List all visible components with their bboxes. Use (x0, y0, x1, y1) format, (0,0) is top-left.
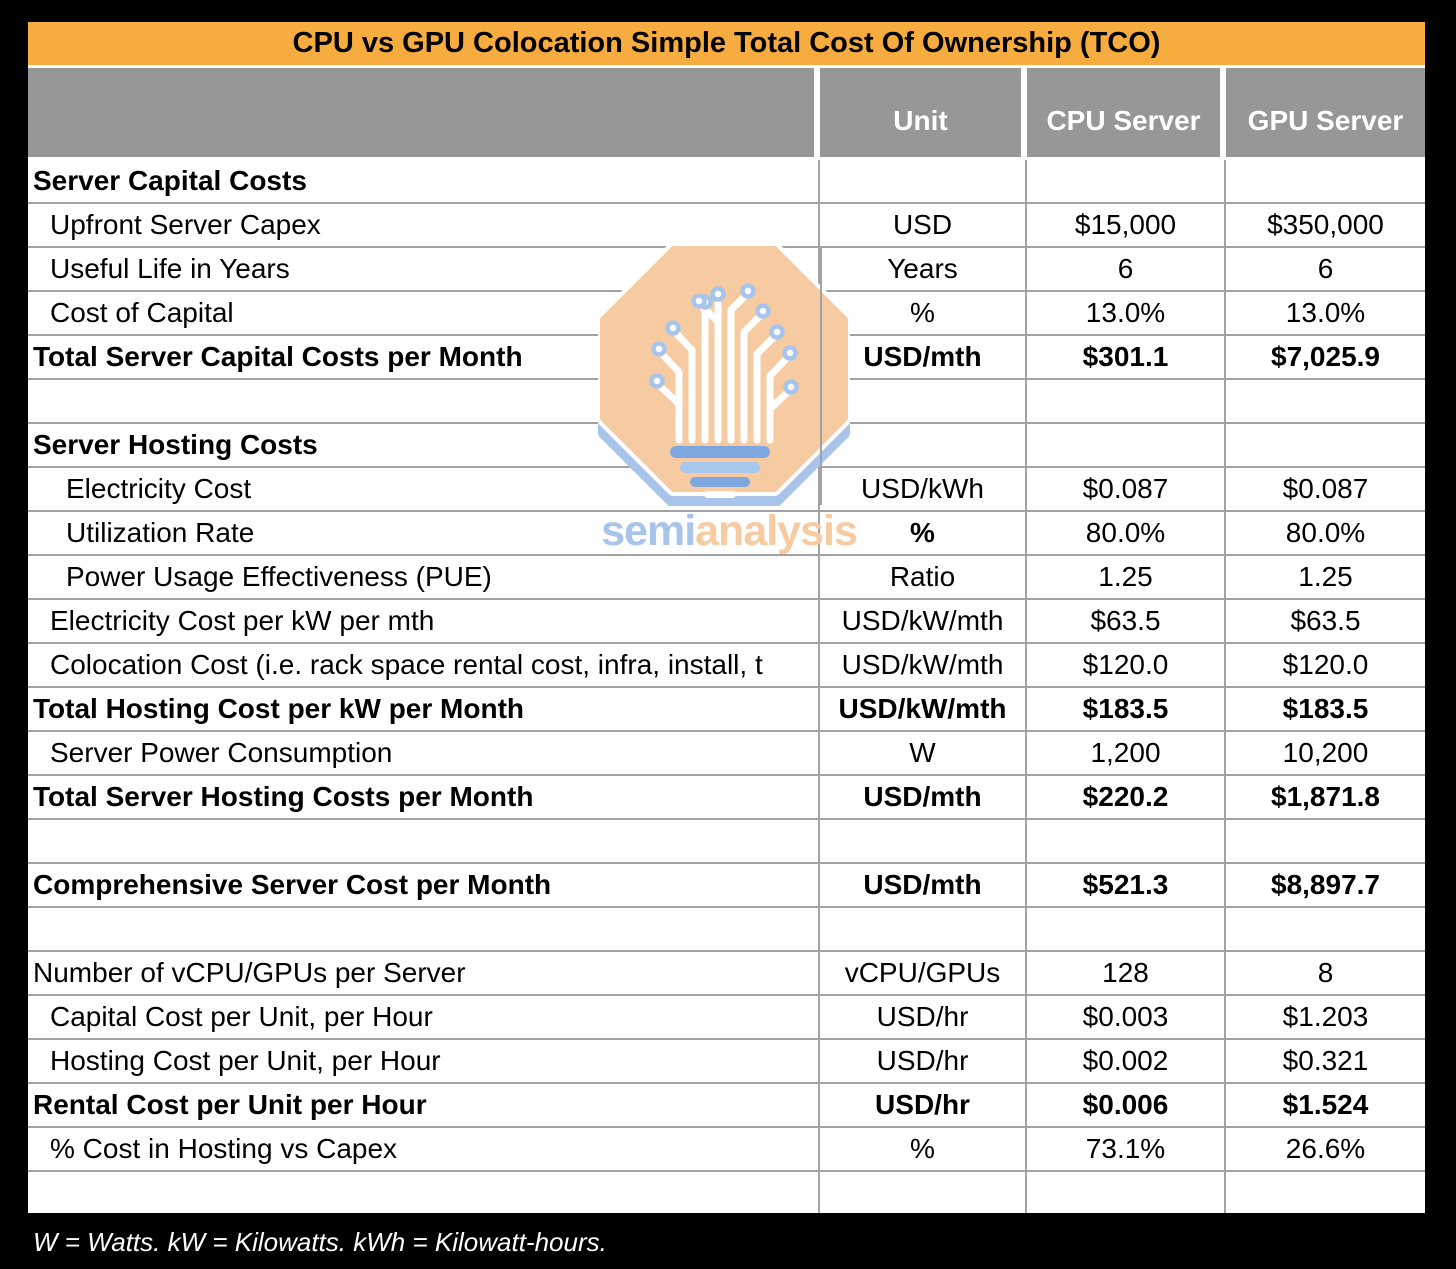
table-row (28, 1084, 1425, 1128)
header-cpu-server: CPU Server (1027, 68, 1220, 157)
row-cpu-value: $521.3 (1027, 864, 1226, 906)
row-gpu-value (1226, 908, 1425, 950)
row-cpu-value: $0.087 (1027, 468, 1226, 510)
table-row (28, 688, 1425, 732)
row-gpu-value: $7,025.9 (1271, 341, 1380, 372)
row-label: Cost of Capital (28, 292, 820, 334)
row-unit (820, 380, 1027, 422)
row-gpu-value: 8 (1317, 957, 1334, 988)
row-unit: USD/kWh (820, 468, 1027, 510)
row-unit: Years (820, 248, 1027, 290)
row-label: Power Usage Effectiveness (PUE) (28, 556, 820, 598)
row-label (28, 908, 820, 950)
row-label: Total Server Hosting Costs per Month (28, 776, 820, 818)
row-unit: USD/mth (820, 336, 1027, 378)
row-unit: USD/mth (820, 776, 1027, 818)
table-row (28, 600, 1425, 644)
row-gpu-value: 80.0% (1285, 517, 1366, 548)
row-label: Useful Life in Years (28, 248, 820, 290)
table-row (28, 1040, 1425, 1084)
row-unit: vCPU/GPUs (820, 952, 1027, 994)
row-unit: USD/mth (820, 864, 1027, 906)
row-cpu-value (1027, 160, 1226, 202)
row-gpu-value: $350,000 (1267, 209, 1384, 240)
table-row (28, 424, 1425, 468)
row-cpu-value (1027, 1172, 1226, 1213)
table-row (28, 908, 1425, 952)
row-unit: W (820, 732, 1027, 774)
row-gpu-value: $120.0 (1282, 649, 1369, 680)
table-row (28, 732, 1425, 776)
table-row (28, 996, 1425, 1040)
header-label-col (28, 68, 814, 157)
row-label: Number of vCPU/GPUs per Server (28, 952, 820, 994)
row-gpu-value: $1.524 (1282, 1089, 1369, 1120)
row-label: Utilization Rate (28, 512, 820, 554)
row-cpu-value: $0.002 (1027, 1040, 1226, 1082)
table-row (28, 1128, 1425, 1172)
header-unit: Unit (820, 68, 1021, 157)
table-row (28, 776, 1425, 820)
row-unit: USD/kW/mth (820, 644, 1027, 686)
row-gpu-value (1226, 424, 1425, 466)
table-row (28, 160, 1425, 204)
table-row (28, 864, 1425, 908)
row-cpu-value: $63.5 (1027, 600, 1226, 642)
row-label: Electricity Cost (28, 468, 820, 510)
row-label: Rental Cost per Unit per Hour (28, 1084, 820, 1126)
row-gpu-value: $183.5 (1282, 693, 1369, 724)
row-unit: % (820, 1128, 1027, 1170)
row-cpu-value: $301.1 (1027, 336, 1226, 378)
wordmark-semi: semi (601, 507, 696, 555)
table-row (28, 468, 1425, 512)
row-unit: USD (820, 204, 1027, 246)
row-label: Total Server Capital Costs per Month (28, 336, 820, 378)
row-label: Server Power Consumption (28, 732, 820, 774)
row-label: Capital Cost per Unit, per Hour (28, 996, 820, 1038)
row-unit: Ratio (820, 556, 1027, 598)
row-unit: % (820, 292, 1027, 334)
row-cpu-value: $0.006 (1027, 1084, 1226, 1126)
row-cpu-value: 80.0% (1027, 512, 1226, 554)
table-row (28, 512, 1425, 556)
row-label: Upfront Server Capex (28, 204, 820, 246)
row-cpu-value (1027, 424, 1226, 466)
row-gpu-value: $1,871.8 (1271, 781, 1380, 812)
row-gpu-value (1226, 380, 1425, 422)
row-unit (820, 820, 1027, 862)
table-row (28, 204, 1425, 248)
row-cpu-value: 6 (1027, 248, 1226, 290)
row-unit: % (820, 512, 1027, 554)
row-label: Colocation Cost (i.e. rack space rental cost, infra, install, t (28, 644, 820, 686)
row-unit: USD/kW/mth (820, 688, 1027, 730)
table-row (28, 1172, 1425, 1213)
row-gpu-value (1226, 160, 1425, 202)
row-unit: USD/kW/mth (820, 600, 1027, 642)
row-gpu-value: 26.6% (1285, 1133, 1366, 1164)
row-gpu-value: $63.5 (1290, 605, 1361, 636)
row-cpu-value: $15,000 (1027, 204, 1226, 246)
row-cpu-value: $0.003 (1027, 996, 1226, 1038)
tco-table (28, 22, 1425, 1213)
row-cpu-value: $183.5 (1027, 688, 1226, 730)
row-label: Server Hosting Costs (28, 424, 820, 466)
row-cpu-value: 1.25 (1027, 556, 1226, 598)
table-title: CPU vs GPU Colocation Simple Total Cost Of Ownership (TCO) (28, 22, 1425, 65)
row-unit (820, 1172, 1027, 1213)
row-gpu-value: $8,897.7 (1271, 869, 1380, 900)
row-label (28, 1172, 820, 1213)
row-label: Comprehensive Server Cost per Month (28, 864, 820, 906)
row-cpu-value (1027, 380, 1226, 422)
row-cpu-value: $220.2 (1027, 776, 1226, 818)
table-row (28, 248, 1425, 292)
header-row (28, 68, 1425, 157)
row-label (28, 820, 820, 862)
wordmark-analysis: analysis (695, 507, 857, 555)
row-unit: USD/hr (820, 996, 1027, 1038)
row-cpu-value: 13.0% (1027, 292, 1226, 334)
row-gpu-value: 6 (1317, 253, 1334, 284)
table-row (28, 556, 1425, 600)
footnote: W = Watts. kW = Kilowatts. kWh = Kilowatt-hours. (33, 1227, 607, 1257)
header-gpu-server: GPU Server (1226, 68, 1425, 157)
table-body (28, 160, 1425, 1213)
row-cpu-value: 128 (1027, 952, 1226, 994)
table-row (28, 336, 1425, 380)
row-gpu-value: 1.25 (1298, 561, 1353, 592)
row-label: Electricity Cost per kW per mth (28, 600, 820, 642)
gridline-overlay (820, 247, 822, 505)
row-gpu-value: 10,200 (1282, 737, 1369, 768)
table-row (28, 952, 1425, 996)
row-label (28, 380, 820, 422)
row-gpu-value: $1.203 (1282, 1001, 1369, 1032)
table-row (28, 292, 1425, 336)
row-cpu-value (1027, 908, 1226, 950)
row-unit (820, 160, 1027, 202)
row-cpu-value: $120.0 (1027, 644, 1226, 686)
table-row (28, 820, 1425, 864)
row-label: Server Capital Costs (28, 160, 820, 202)
row-gpu-value: 13.0% (1285, 297, 1366, 328)
table-row (28, 644, 1425, 688)
row-unit: USD/hr (820, 1084, 1027, 1126)
row-unit (820, 424, 1027, 466)
row-gpu-value: $0.321 (1282, 1045, 1369, 1076)
table-row (28, 380, 1425, 424)
row-unit: USD/hr (820, 1040, 1027, 1082)
row-cpu-value: 1,200 (1027, 732, 1226, 774)
row-gpu-value: $0.087 (1282, 473, 1369, 504)
row-cpu-value: 73.1% (1027, 1128, 1226, 1170)
row-cpu-value (1027, 820, 1226, 862)
row-gpu-value (1226, 820, 1425, 862)
row-label: Total Hosting Cost per kW per Month (28, 688, 820, 730)
row-gpu-value (1226, 1172, 1425, 1213)
row-unit (820, 908, 1027, 950)
row-label: Hosting Cost per Unit, per Hour (28, 1040, 820, 1082)
row-label: % Cost in Hosting vs Capex (28, 1128, 820, 1170)
